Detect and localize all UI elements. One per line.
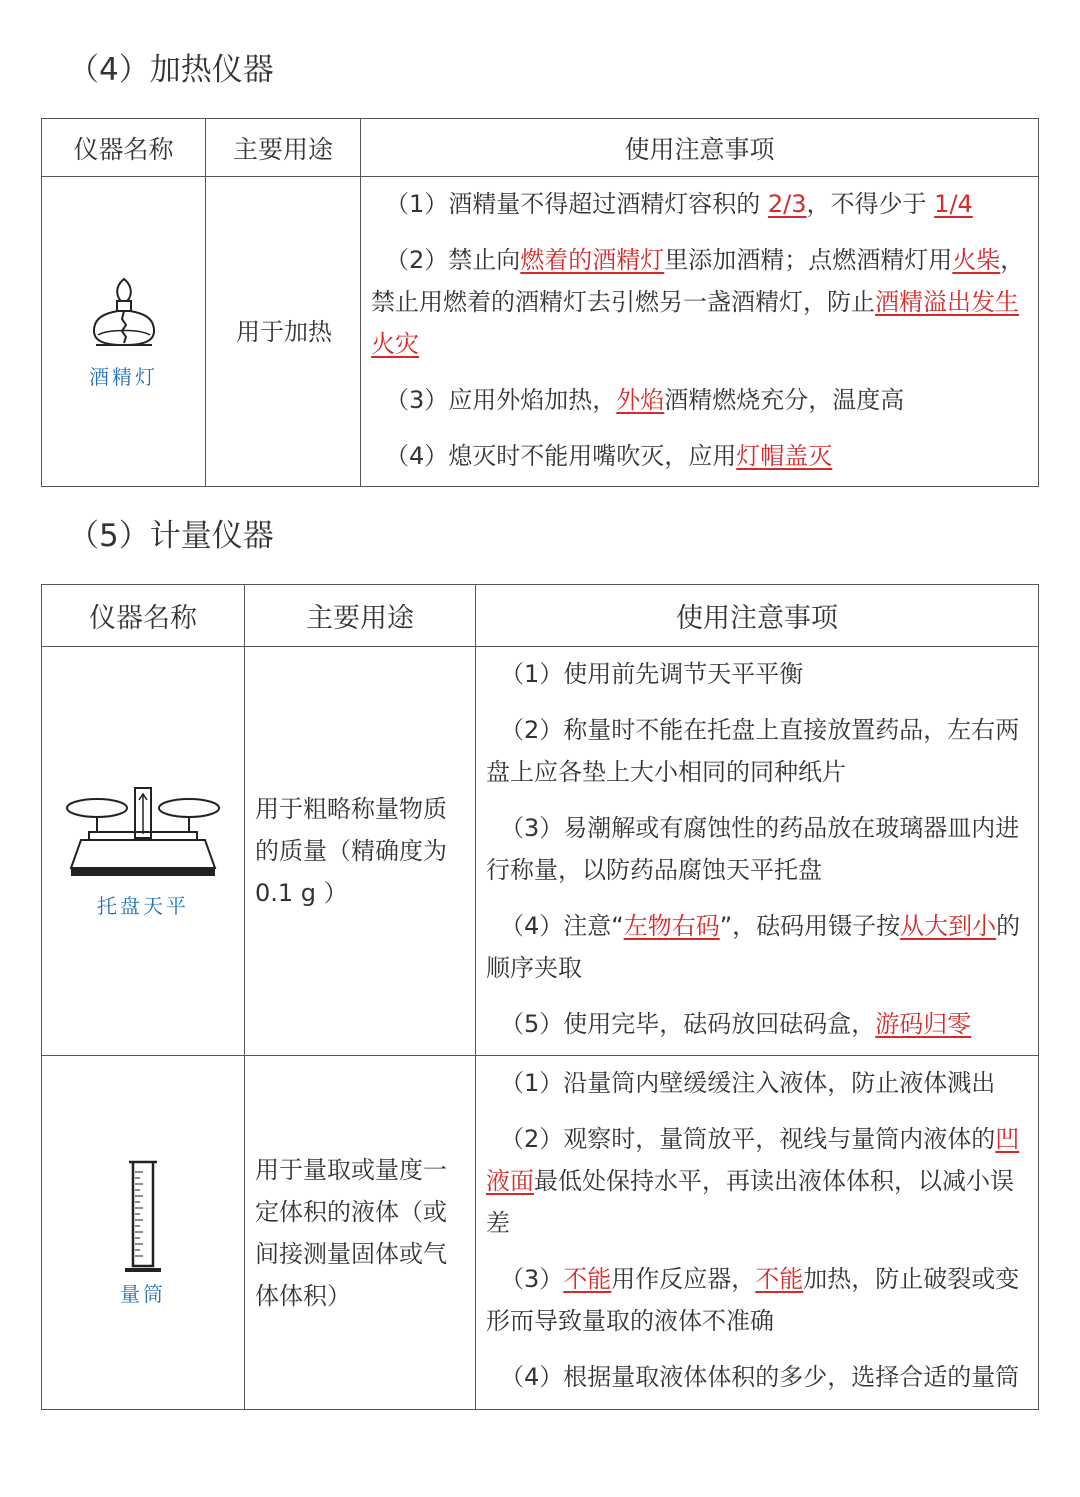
note-text: （1）酒精量不得超过酒精灯容积的 — [385, 190, 768, 218]
section-5-title: （5）计量仪器 — [68, 518, 274, 554]
highlighted-term: 左物右码 — [623, 912, 720, 940]
note-item — [486, 653, 1030, 695]
highlighted-term: 2/3 — [767, 190, 807, 218]
graduated-cylinder-icon — [121, 1158, 165, 1276]
note-text: （3）应用外焰加热， — [385, 386, 617, 414]
header-notes: 使用注意事项 — [476, 585, 1039, 647]
note-item — [486, 905, 1030, 989]
note-item — [486, 1118, 1030, 1244]
note-text: （3）易潮解或有腐蚀性的药品放在玻璃器皿内进行称量，以防药品腐蚀天平托盘 — [486, 814, 1020, 884]
note-item — [371, 183, 1030, 225]
section-4-title: （4）加热仪器 — [68, 52, 274, 88]
note-text: （1）使用前先调节天平平衡 — [500, 660, 804, 688]
header-instrument-name: 仪器名称 — [42, 585, 245, 647]
heating-instruments-table — [41, 118, 1039, 487]
note-text: 的顺序夹取 — [486, 912, 1021, 982]
table-row — [42, 647, 1039, 1056]
notes-cell — [476, 1056, 1039, 1410]
note-text: （1）沿量筒内壁缓缓注入液体，防止液体溅出 — [500, 1069, 996, 1097]
note-text: 最低处保持水平，再读出液体体积，以减小误差 — [486, 1167, 1014, 1237]
note-item — [486, 1003, 1030, 1045]
note-text: 加热，防止破裂或变形而导致量取的液体不准确 — [486, 1265, 1020, 1335]
note-item — [486, 1062, 1030, 1104]
instrument-caption: 酒精灯 — [89, 365, 158, 389]
instrument-cell — [42, 647, 245, 1056]
notes-cell — [476, 647, 1039, 1056]
highlighted-term: 火柴 — [952, 246, 1001, 274]
header-main-use: 主要用途 — [245, 585, 476, 647]
note-text: （4）熄灭时不能用嘴吹灭，应用 — [385, 442, 737, 470]
header-notes: 使用注意事项 — [361, 119, 1039, 177]
note-text: 酒精燃烧充分，温度高 — [664, 386, 905, 414]
main-use-cell: 用于粗略称量物质的质量（精确度为 0.1 g ） — [245, 647, 476, 1056]
highlighted-term: 外焰 — [616, 386, 665, 414]
main-use-cell: 用于量取或量度一定体积的液体（或间接测量固体或气体体积） — [245, 1056, 476, 1410]
highlighted-term: 酒精溢出发生火灾 — [371, 288, 1019, 358]
note-text: ，不得少于 — [806, 190, 935, 218]
note-text: 用作反应器， — [611, 1265, 756, 1293]
alcohol-lamp-icon — [84, 273, 164, 359]
note-text: ，禁止用燃着的酒精灯去引燃另一盏酒精灯，防止 — [371, 246, 1025, 316]
note-item — [486, 1356, 1030, 1398]
instrument-cell — [42, 177, 206, 487]
note-text: （3） — [500, 1265, 564, 1293]
table-row — [42, 1056, 1039, 1410]
highlighted-term: 从大到小 — [900, 912, 997, 940]
note-item — [371, 379, 1030, 421]
header-main-use: 主要用途 — [206, 119, 361, 177]
main-use-cell: 用于加热 — [206, 177, 361, 487]
note-item — [486, 1258, 1030, 1342]
measuring-instruments-table — [41, 584, 1039, 1410]
notes-cell — [361, 177, 1039, 487]
note-text: （4）根据量取液体体积的多少，选择合适的量筒 — [500, 1363, 1020, 1391]
instrument-caption: 托盘天平 — [97, 893, 189, 918]
note-item — [371, 435, 1030, 477]
highlighted-term: 1/4 — [934, 190, 973, 218]
balance-icon — [65, 784, 221, 888]
highlighted-term: 凹液面 — [486, 1125, 1020, 1195]
highlighted-term: 灯帽盖灭 — [736, 442, 833, 470]
note-text: （4）注意“ — [500, 912, 624, 940]
note-item — [486, 709, 1030, 793]
note-text: （2）禁止向 — [385, 246, 521, 274]
note-text: （2）观察时，量筒放平，视线与量筒内液体的 — [500, 1125, 996, 1153]
highlighted-term: 燃着的酒精灯 — [520, 246, 665, 274]
note-text: （5）使用完毕，砝码放回砝码盒， — [500, 1010, 876, 1038]
instrument-caption: 量筒 — [120, 1282, 166, 1306]
note-text: 里添加酒精；点燃酒精灯用 — [664, 246, 953, 274]
highlighted-term: 不能 — [755, 1265, 804, 1293]
note-text: ”，砝码用镊子按 — [719, 912, 901, 940]
note-item — [371, 239, 1030, 365]
highlighted-term: 游码归零 — [875, 1010, 972, 1038]
header-instrument-name: 仪器名称 — [42, 119, 206, 177]
highlighted-term: 不能 — [563, 1265, 612, 1293]
instrument-cell — [42, 1056, 245, 1410]
note-item — [486, 807, 1030, 891]
note-text: （2）称量时不能在托盘上直接放置药品，左右两盘上应各垫上大小相同的同种纸片 — [486, 716, 1020, 786]
